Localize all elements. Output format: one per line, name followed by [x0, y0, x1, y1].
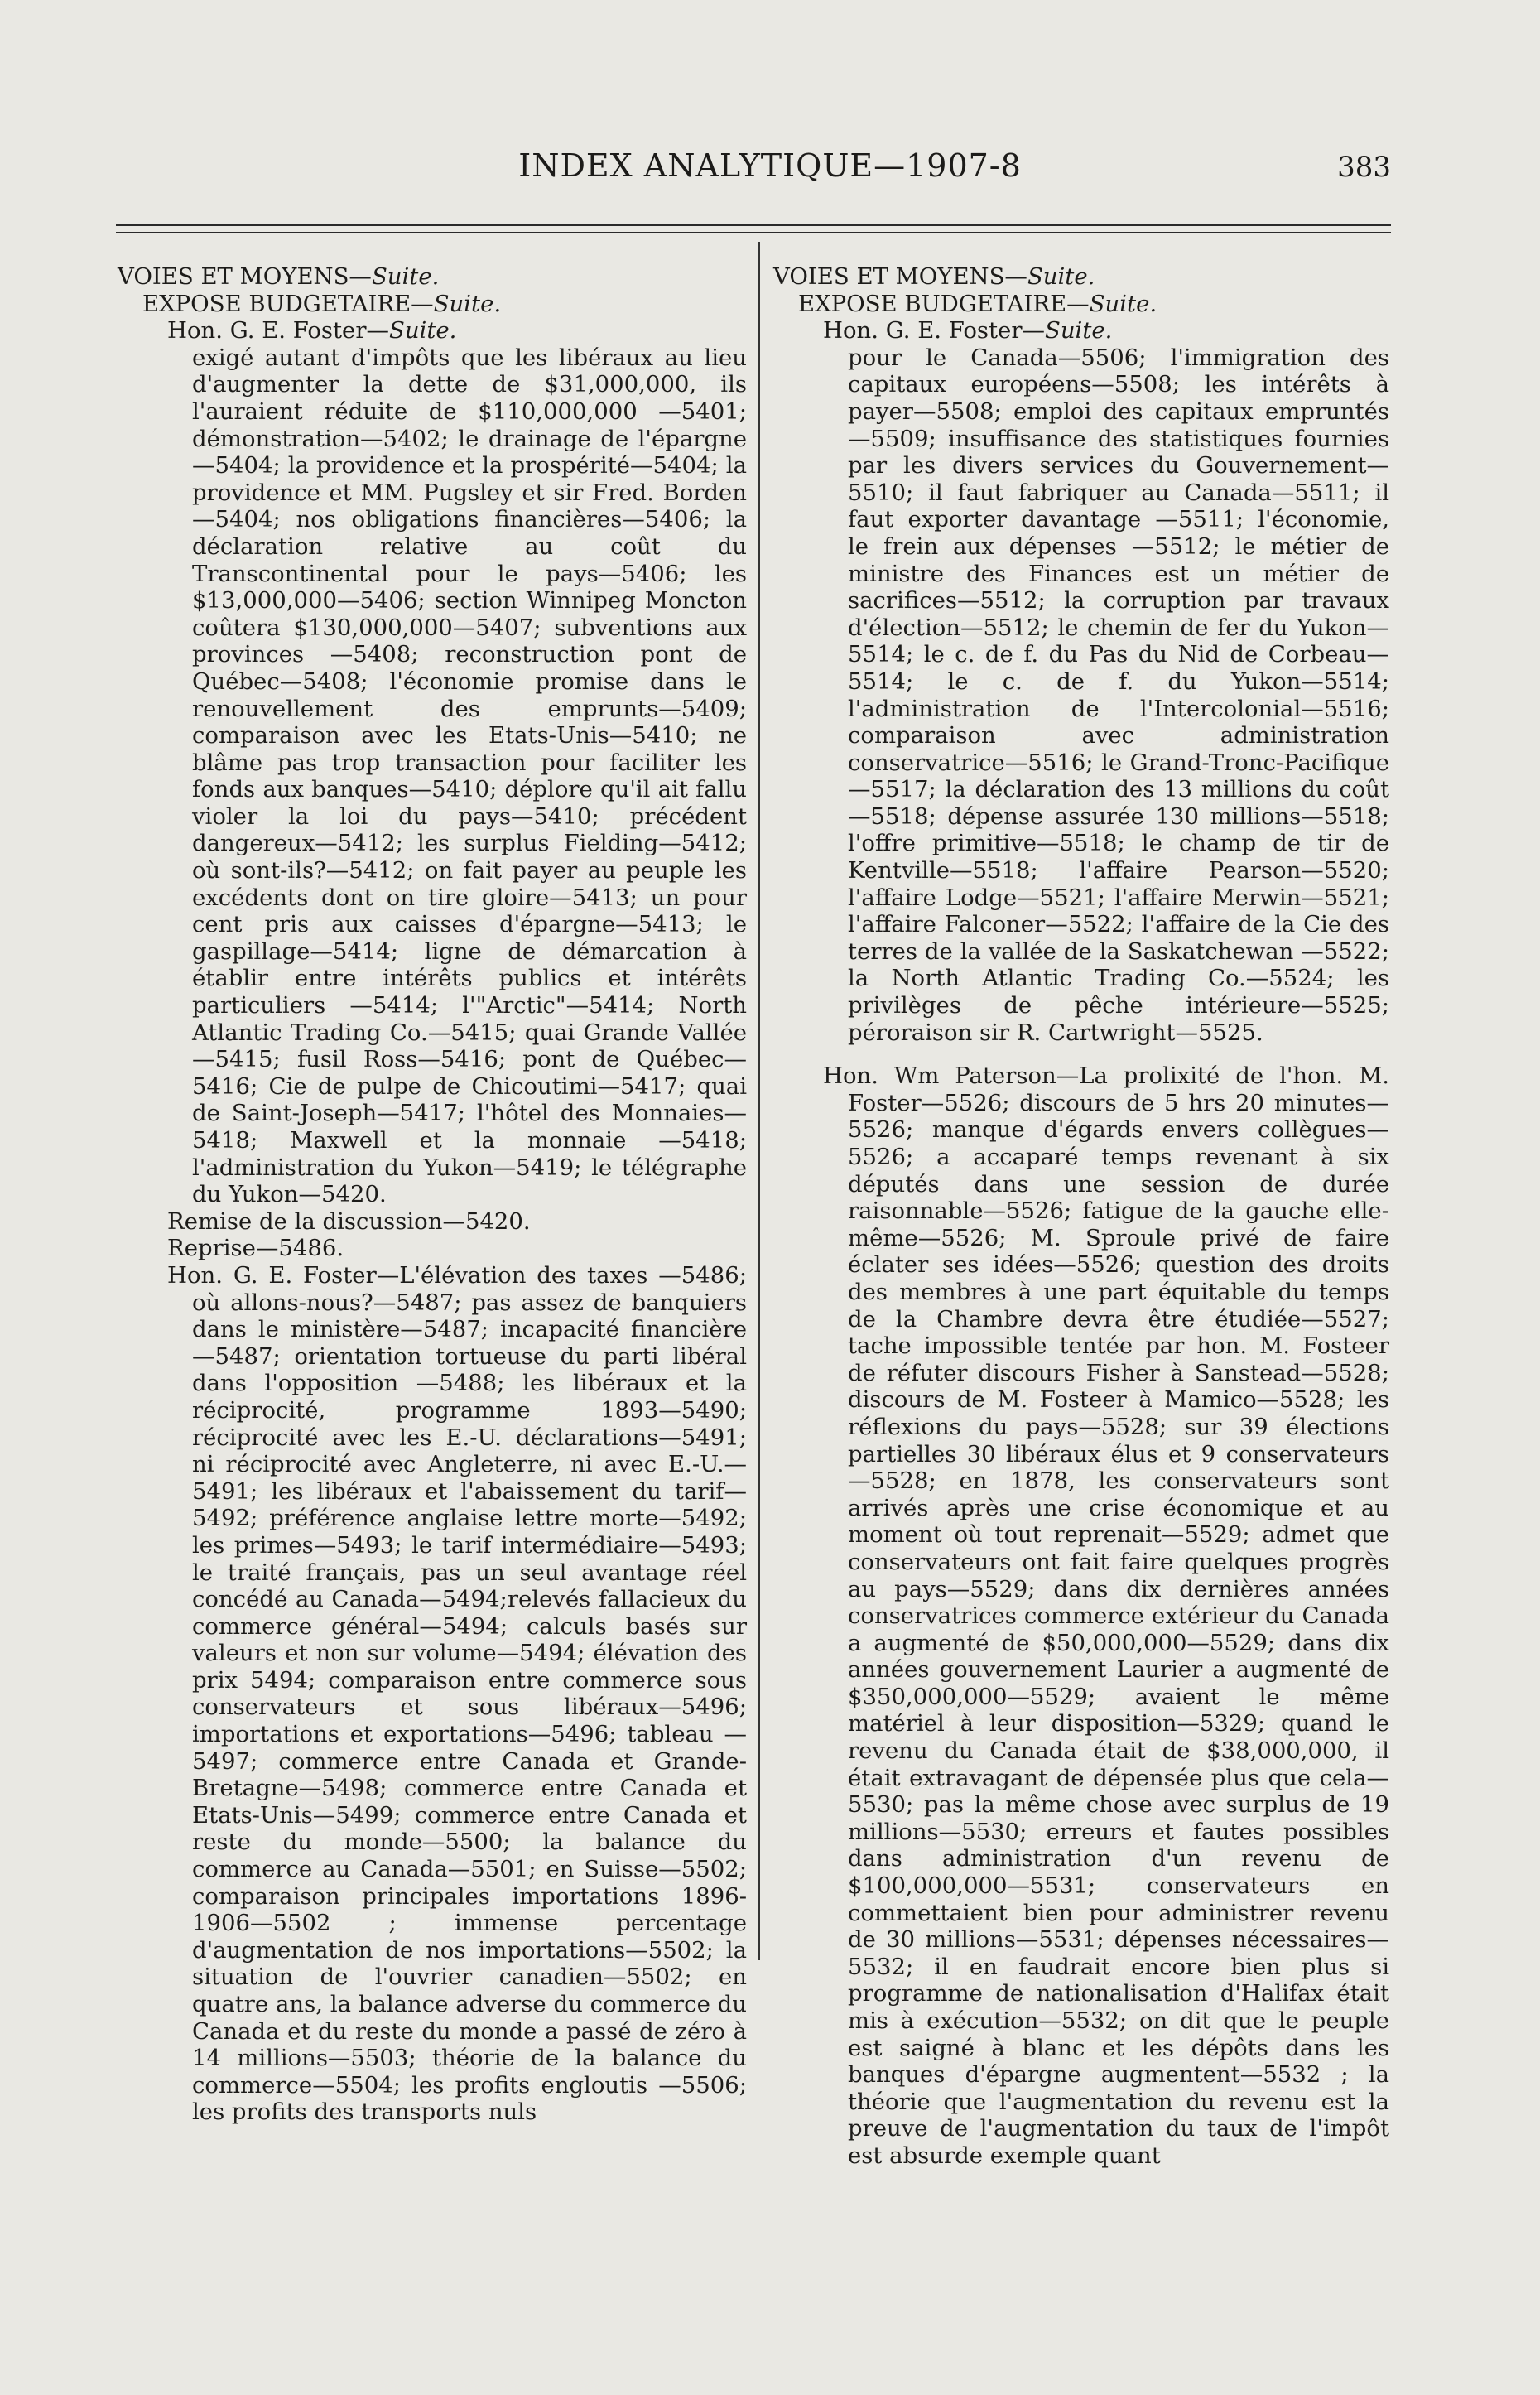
header-rule: [116, 224, 1391, 226]
speaker-heading: Hon. G. E. Foster—Suite.: [167, 317, 457, 345]
subsection-heading: EXPOSE BUDGETAIRE—Suite.: [798, 290, 1157, 317]
page-header: [0, 147, 1540, 197]
section-heading: VOIES ET MOYENS—Suite.: [118, 263, 440, 290]
index-paragraph: Hon. Wm Paterson—La prolixité de l'hon. M. Foster—5526; discours de 5 hrs 20 minutes—5526; manque d'égards envers collègues—5526; a accaparé temps revenant à six députés dans une session de durée raisonnable—5526; fatigue de la gauche elle-même—5526; M. Sproule privé de faire éclater ses idées—5526; question des droits des membres à une part équitable du temps de la Chambre devra être étudiée—5527; tache impossible tentée par hon. M. Fosteer de réfuter discours Fisher à Sanstead—5528; discours de M. Fosteer à Mamico—5528; les réflexions du pays—5528; sur 39 élections partielles 30 libéraux élus et 9 conservateurs—5528; en 1878, les conservateurs sont arrivés après une crise économique et au moment où tout reprenait—5529; admet que conservateurs ont fait faire quelques progrès au pays—5529; dans dix dernières années conservatrices commerce extérieur du Canada a augmenté de $50,000,000—5529; dans dix années gouvernement Laurier a augmenté de $350,000,000—5529; avaient le même matériel à leur disposition—5329; quand le revenu du Canada était de $38,000,000, il était extravagant de dépensée plus que cela—5530; pas la même chose avec surplus de 19 millions—5530; erreurs et fautes possibles dans administration d'un revenu de $100,000,000—5531; conservateurs en commettaient bien pour administrer revenu de 30 millions—5531; dépenses nécessaires—5532; il en faudrait encore bien plus si programme de nationalisation d'Halifax était mis à exécution—5532; on dit que le peuple est saigné à blanc et les dépôts dans les banques d'épargne augmentent—5532 ; la théorie que l'augmentation du revenu est la preuve de l'augmentation du taux de l'impôt est absurde exemple quant: [823, 1063, 1389, 2169]
header-rule-thin: [116, 232, 1391, 233]
column-divider: [758, 242, 760, 1960]
index-paragraph: Hon. G. E. Foster—L'élévation des taxes —5486; où allons-nous?—5487; pas assez de banquiers dans le ministère—5487; incapacité financière—5487; orientation tortueuse du parti libéral dans l'opposition —5488; les libéraux et la réciprocité, programme 1893—5490; réciprocité avec les E.-U. déclarations—5491; ni réciprocité avec Angleterre, ni avec E.-U.—5491; les libéraux et l'abaissement du tarif—5492; préférence anglaise lettre morte—5492; les primes—5493; le tarif intermédiaire—5493; le traité français, pas un seul avantage réel concédé au Canada—5494;relevés fallacieux du commerce général—5494; calculs basés sur valeurs et non sur volume—5494; élévation des prix 5494; comparaison entre commerce sous conservateurs et sous libéraux—5496; importations et exportations—5496; tableau —5497; commerce entre Canada et Grande-Bretagne—5498; commerce entre Canada et Etats-Unis—5499; commerce entre Canada et reste du monde—5500; la balance du commerce au Canada—5501; en Suisse—5502; comparaison principales importations 1896-1906—5502 ; immense percentage d'augmentation de nos importations—5502; la situation de l'ouvrier canadien—5502; en quatre ans, la balance adverse du commerce du Canada et du reste du monde a passé de zéro à 14 millions—5503; théorie de la balance du commerce—5504; les profits engloutis —5506; les profits des transports nuls: [167, 1261, 747, 2126]
index-paragraph: pour le Canada—5506; l'immigration des capitaux européens—5508; les intérêts à payer—5508; emploi des capitaux empruntés—5509; insuffisance des statistiques fournies par les divers services du Gouvernement—5510; il faut fabriquer au Canada—5511; il faut exporter davantage —5511; l'économie, le frein aux dépenses —5512; le métier de ministre des Finances est un métier de sacrifices—5512; la corruption par travaux d'élection—5512; le chemin de fer du Yukon—5514; le c. de f. du Pas du Nid de Corbeau—5514; le c. de f. du Yukon—5514; l'administration de l'Intercolonial—5516; comparaison avec administration conservatrice—5516; le Grand-Tronc-Pacifique—5517; la déclaration des 13 millions du coût—5518; dépense assurée 130 millions—5518; l'offre primitive—5518; le champ de tir de Kentville—5518; l'affaire Pearson—5520; l'affaire Lodge—5521; l'affaire Merwin—5521; l'affaire Falconer—5522; l'affaire de la Cie des terres de la vallée de la Saskatchewan —5522; la North Atlantic Trading Co.—5524; les privilèges de pêche intérieure—5525; péroraison sir R. Cartwright—5525.: [848, 344, 1389, 1046]
left-column: [118, 263, 747, 2126]
right-column: [773, 263, 1389, 2170]
index-entry-remise: Remise de la discussion—5420.: [167, 1207, 531, 1235]
section-heading: VOIES ET MOYENS—Suite.: [773, 263, 1095, 290]
page-number: 383: [1337, 151, 1391, 184]
index-paragraph: exigé autant d'impôts que les libéraux au lieu d'augmenter la dette de $31,000,000, ils l'auraient réduite de $110,000,000 —5401; démonstration—5402; le drainage de l'épargne—5404; la providence et la prospérité—5404; la providence et MM. Pugsley et sir Fred. Borden—5404; nos obligations financières—5406; la déclaration relative au coût du Transcontinental pour le pays—5406; les $13,000,000—5406; section Winnipeg Moncton coûtera $130,000,000—5407; subventions aux provinces —5408; reconstruction pont de Québec—5408; l'économie promise dans le renouvellement des emprunts—5409; comparaison avec les Etats-Unis—5410; ne blâme pas trop transaction pour faciliter les fonds aux banques—5410; déplore qu'il ait fallu violer la loi du pays—5410; précédent dangereux—5412; les surplus Fielding—5412; où sont-ils?—5412; on fait payer au peuple les excédents dont on tire gloire—5413; un pour cent pris aux caisses d'épargne—5413; le gaspillage—5414; ligne de démarcation à établir entre intérêts publics et intérêts particuliers —5414; l'"Arctic"—5414; North Atlantic Trading Co.—5415; quai Grande Vallée—5415; fusil Ross—5416; pont de Québec—5416; Cie de pulpe de Chicoutimi—5417; quai de Saint-Joseph—5417; l'hôtel des Monnaies—5418; Maxwell et la monnaie —5418; l'administration du Yukon—5419; le télégraphe du Yukon—5420.: [192, 344, 747, 1208]
page-title: INDEX ANALYTIQUE—1907-8: [518, 147, 1022, 184]
subsection-heading: EXPOSE BUDGETAIRE—Suite.: [142, 290, 502, 317]
speaker-heading: Hon. G. E. Foster—Suite.: [823, 317, 1113, 345]
index-entry-reprise: Reprise—5486.: [167, 1235, 344, 1262]
